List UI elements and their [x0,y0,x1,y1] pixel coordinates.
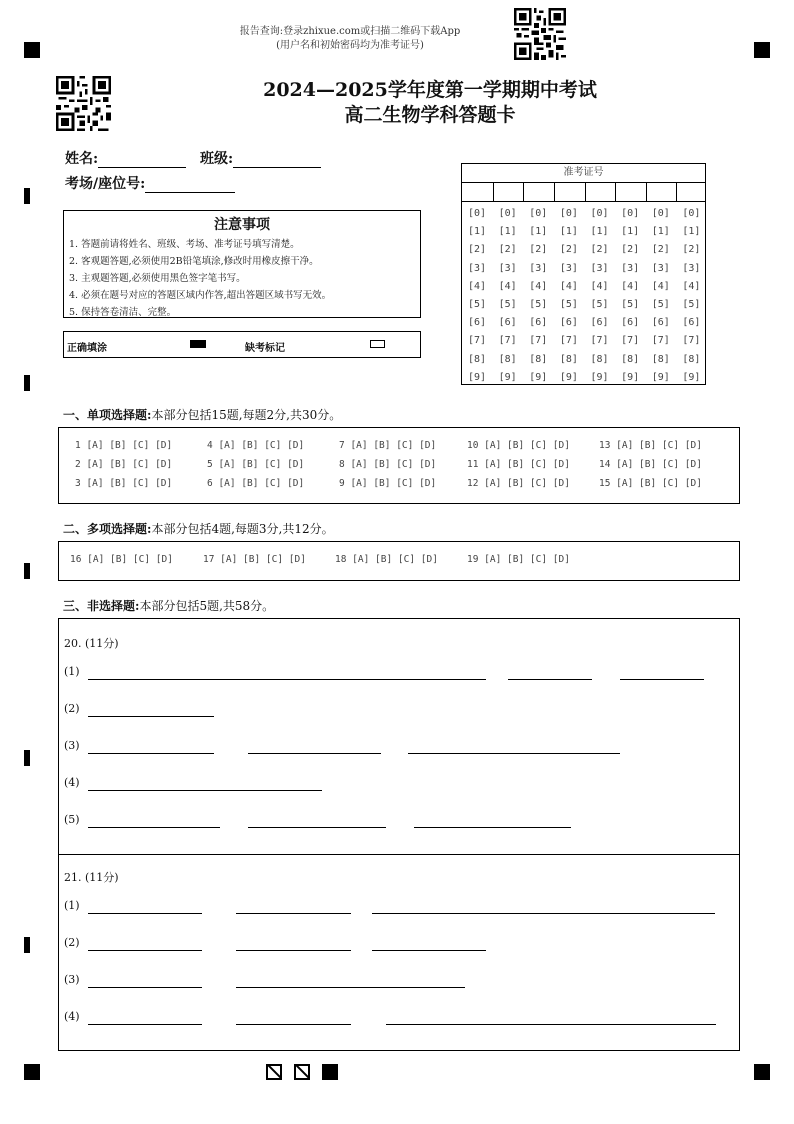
digit-bubble[interactable]: [5] [621,299,640,310]
digit-bubble[interactable]: [1] [529,226,548,238]
answer-line[interactable] [88,716,214,717]
alignment-mark-top-left [24,42,40,58]
section1-answer-box [58,427,740,504]
absent-mark-checkbox[interactable] [370,340,385,348]
login-hint-note: (用户名和初始密码均为准考证号) [276,40,424,51]
q20-part-label: (5) [64,813,80,826]
qr-code-icon [514,8,566,60]
notice-title: 注意事项 [214,217,270,233]
digit-bubble[interactable]: [0] [559,208,578,219]
answer-line[interactable] [88,827,220,828]
notice-box [63,210,421,318]
side-mark [24,375,30,391]
section2-desc: 本部分包括4题,每题3分,共12分。 [151,522,334,536]
q21-part-label: (3) [64,973,80,986]
name-field[interactable] [65,148,186,168]
fill-example-box [63,331,421,358]
digit-bubble[interactable]: [6] [498,317,517,329]
digit-bubble[interactable]: [7] [621,335,640,347]
question-bubbles[interactable]: 8 [A] [B] [C] [D] [339,459,437,470]
answer-line[interactable] [236,1024,351,1025]
digit-bubble[interactable]: [3] [559,262,578,274]
exam-subtitle: 高二生物学科答题卡 [344,104,516,126]
digit-bubble[interactable]: [9] [559,371,578,383]
digit-bubble[interactable]: [9] [682,371,701,383]
digit-bubble[interactable]: [6] [682,317,701,329]
alignment-mark-top-right [754,42,770,58]
page-id-mark-icon [266,1064,282,1080]
digit-bubble[interactable]: [3] [467,262,487,274]
question-bubbles[interactable]: 19 [A] [B] [C] [D] [467,554,570,565]
digit-bubble[interactable]: [7] [559,335,578,347]
question-bubbles[interactable]: 4 [A] [B] [C] [D] [207,440,305,451]
digit-bubble[interactable]: [3] [621,262,640,274]
digit-bubble[interactable]: [8] [682,353,701,365]
digit-bubble[interactable]: [4] [682,280,701,292]
digit-bubble[interactable]: [1] [651,226,670,238]
grid-column-divider [493,182,494,201]
digit-bubble[interactable]: [5] [590,299,609,310]
q20-part-label: (4) [64,776,80,789]
digit-bubble[interactable]: [5] [467,299,487,310]
digit-bubble[interactable]: [7] [590,335,609,347]
digit-bubble[interactable]: [8] [559,353,578,365]
exam-title: 2024—2025学年度第一学期期中考试 [263,79,597,101]
section1-title: 一、单项选择题: [63,408,152,422]
digit-bubble[interactable]: [4] [498,280,517,292]
admission-number-write-row[interactable] [462,182,705,202]
question-bubbles[interactable]: 1 [A] [B] [C] [D] [75,440,173,451]
digit-bubble[interactable]: [8] [529,353,548,365]
question-bubbles[interactable]: 12 [A] [B] [C] [D] [467,478,570,489]
digit-bubble[interactable]: [2] [651,244,670,256]
notice-item: 4. 必须在题号对应的答题区域内作答,超出答题区域书写无效。 [69,290,332,301]
digit-bubble[interactable]: [9] [529,371,548,383]
digit-bubble[interactable]: [9] [590,371,609,383]
digit-bubble[interactable]: [2] [621,244,640,256]
answer-line[interactable] [508,679,592,680]
q20-part-label: (1) [64,665,80,678]
digit-bubble[interactable]: [5] [529,299,548,310]
digit-bubble[interactable]: [6] [529,317,548,329]
digit-bubble[interactable]: [0] [651,208,670,219]
question-bubbles[interactable]: 5 [A] [B] [C] [D] [207,459,305,470]
section1-desc: 本部分包括15题,每题2分,共30分。 [151,408,342,422]
correct-fill-sample [190,340,206,348]
digit-bubble[interactable]: [6] [651,317,670,329]
digit-bubble[interactable]: [6] [621,317,640,329]
digit-bubble[interactable]: [7] [651,335,670,347]
question-bubbles[interactable]: 9 [A] [B] [C] [D] [339,478,437,489]
notice-item: 1. 答题前请将姓名、班级、考场、准考证号填写清楚。 [69,239,300,250]
alignment-mark-bottom-left [24,1064,40,1080]
q21-part-label: (2) [64,936,80,949]
digit-bubble[interactable]: [8] [651,353,670,365]
digit-bubble[interactable]: [9] [467,371,487,383]
digit-bubble[interactable]: [4] [559,280,578,292]
digit-bubble[interactable]: [3] [590,262,609,274]
digit-bubble[interactable]: [1] [559,226,578,238]
answer-line[interactable] [88,679,486,680]
grid-column-divider [615,182,616,201]
digit-bubble[interactable]: [9] [498,371,517,383]
absent-mark-label: 缺考标记 [245,343,285,354]
digit-bubble[interactable]: [0] [467,208,487,219]
digit-bubble[interactable]: [6] [590,317,609,329]
answer-line[interactable] [408,753,620,754]
answer-line[interactable] [236,913,351,914]
grid-column-divider [585,182,586,201]
digit-bubble[interactable]: [3] [529,262,548,274]
grid-column-divider [676,182,677,201]
question-bubbles[interactable]: 6 [A] [B] [C] [D] [207,478,305,489]
digit-bubble[interactable]: [7] [498,335,517,347]
digit-bubble[interactable]: [8] [621,353,640,365]
answer-line[interactable] [386,1024,716,1025]
side-mark [24,188,30,204]
answer-line[interactable] [88,753,214,754]
answer-line[interactable] [88,987,202,988]
digit-bubble[interactable]: [8] [590,353,609,365]
question-bubbles[interactable]: 14 [A] [B] [C] [D] [599,459,702,470]
question-bubbles[interactable]: 18 [A] [B] [C] [D] [335,554,438,565]
question-divider [59,854,739,855]
question-bubbles[interactable]: 16 [A] [B] [C] [D] [70,554,173,565]
section2-title: 二、多项选择题: [63,522,152,536]
class-field[interactable] [200,148,321,168]
digit-bubble[interactable]: [1] [498,226,517,238]
digit-bubble[interactable]: [0] [529,208,548,219]
question-bubbles[interactable]: 11 [A] [B] [C] [D] [467,459,570,470]
grid-column-divider [646,182,647,201]
question-bubbles[interactable]: 10 [A] [B] [C] [D] [467,440,570,451]
digit-bubble[interactable]: [7] [529,335,548,347]
section3-title: 三、非选择题: [63,599,140,613]
answer-line[interactable] [88,790,322,791]
digit-bubble[interactable]: [1] [467,226,487,238]
admission-number-grid [461,163,706,385]
digit-bubble[interactable]: [2] [559,244,578,256]
class-input-line[interactable] [233,153,321,168]
digit-bubble[interactable]: [1] [682,226,701,238]
q20-part-label: (2) [64,702,80,715]
digit-bubble[interactable]: [2] [529,244,548,256]
side-mark [24,563,30,579]
section2-heading [63,520,334,537]
notice-item: 3. 主观题答题,必须使用黑色签字笔书写。 [69,273,246,284]
digit-bubble[interactable]: [8] [467,353,487,365]
digit-bubble[interactable]: [8] [498,353,517,365]
notice-item: 2. 客观题答题,必须使用2B铅笔填涂,修改时用橡皮擦干净。 [69,256,319,267]
question-bubbles[interactable]: 7 [A] [B] [C] [D] [339,440,437,451]
digit-bubble[interactable]: [2] [498,244,517,256]
digit-bubble[interactable]: [6] [559,317,578,329]
notice-item: 5. 保持答卷清洁、完整。 [69,307,177,318]
section1-heading [63,406,341,423]
answer-line[interactable] [372,913,715,914]
digit-bubble[interactable]: [6] [467,317,487,329]
digit-bubble[interactable]: [5] [651,299,670,310]
report-query-note: 报告查询:登录zhixue.com或扫描二维码下载App [239,26,461,37]
digit-bubble[interactable]: [1] [621,226,640,238]
side-mark [24,750,30,766]
question-bubbles[interactable]: 13 [A] [B] [C] [D] [599,440,702,451]
digit-bubble[interactable]: [4] [651,280,670,292]
digit-bubble[interactable]: [5] [559,299,578,310]
name-input-line[interactable] [98,153,186,168]
answer-line[interactable] [414,827,571,828]
section2-answer-box [58,541,740,581]
digit-bubble[interactable]: [5] [682,299,701,310]
question-bubbles[interactable]: 3 [A] [B] [C] [D] [75,478,173,489]
digit-bubble[interactable]: [1] [590,226,609,238]
answer-line[interactable] [372,950,486,951]
digit-bubble[interactable]: [9] [621,371,640,383]
seat-input-line[interactable] [145,178,235,193]
answer-line[interactable] [88,950,202,951]
digit-bubble[interactable]: [7] [467,335,487,347]
digit-bubble[interactable]: [2] [590,244,609,256]
digit-bubble[interactable]: [9] [651,371,670,383]
digit-bubble[interactable]: [5] [498,299,517,310]
digit-bubble[interactable]: [4] [590,280,609,292]
digit-bubble[interactable]: [4] [529,280,548,292]
digit-bubble[interactable]: [0] [590,208,609,219]
digit-bubble[interactable]: [4] [621,280,640,292]
q21-part-label: (1) [64,899,80,912]
seat-label: 考场/座位号: [65,176,146,192]
side-mark [24,937,30,953]
seat-field[interactable] [65,173,235,193]
page-id-mark-filled [322,1064,338,1080]
digit-bubble[interactable]: [0] [498,208,517,219]
answer-line[interactable] [248,753,381,754]
section3-desc: 本部分包括5题,共58分。 [139,599,275,613]
grid-column-divider [523,182,524,201]
digit-bubble[interactable]: [4] [467,280,487,292]
answer-line[interactable] [88,1024,202,1025]
class-label: 班级: [200,151,234,167]
q21-label: 21. (11分) [64,871,119,884]
question-bubbles[interactable]: 15 [A] [B] [C] [D] [599,478,702,489]
digit-bubble[interactable]: [3] [682,262,701,274]
answer-line[interactable] [248,827,386,828]
q20-label: 20. (11分) [64,637,119,650]
answer-line[interactable] [236,987,465,988]
digit-bubble[interactable]: [2] [467,244,487,256]
question-bubbles[interactable]: 17 [A] [B] [C] [D] [203,554,306,565]
digit-bubble[interactable]: [2] [682,244,701,256]
q21-part-label: (4) [64,1010,80,1023]
answer-line[interactable] [620,679,704,680]
q20-part-label: (3) [64,739,80,752]
digit-bubble[interactable]: [7] [682,335,701,347]
name-label: 姓名: [65,151,99,167]
digit-bubble[interactable]: [3] [498,262,517,274]
page-id-mark-icon [294,1064,310,1080]
digit-bubble[interactable]: [0] [621,208,640,219]
digit-bubble[interactable]: [3] [651,262,670,274]
alignment-mark-bottom-right [754,1064,770,1080]
answer-line[interactable] [88,913,202,914]
qr-code-icon [56,76,111,131]
section3-heading [63,597,274,614]
correct-fill-label: 正确填涂 [67,343,107,354]
digit-bubble[interactable]: [0] [682,208,701,219]
grid-column-divider [554,182,555,201]
answer-line[interactable] [236,950,351,951]
admission-number-title: 准考证号 [462,164,705,183]
question-bubbles[interactable]: 2 [A] [B] [C] [D] [75,459,173,470]
